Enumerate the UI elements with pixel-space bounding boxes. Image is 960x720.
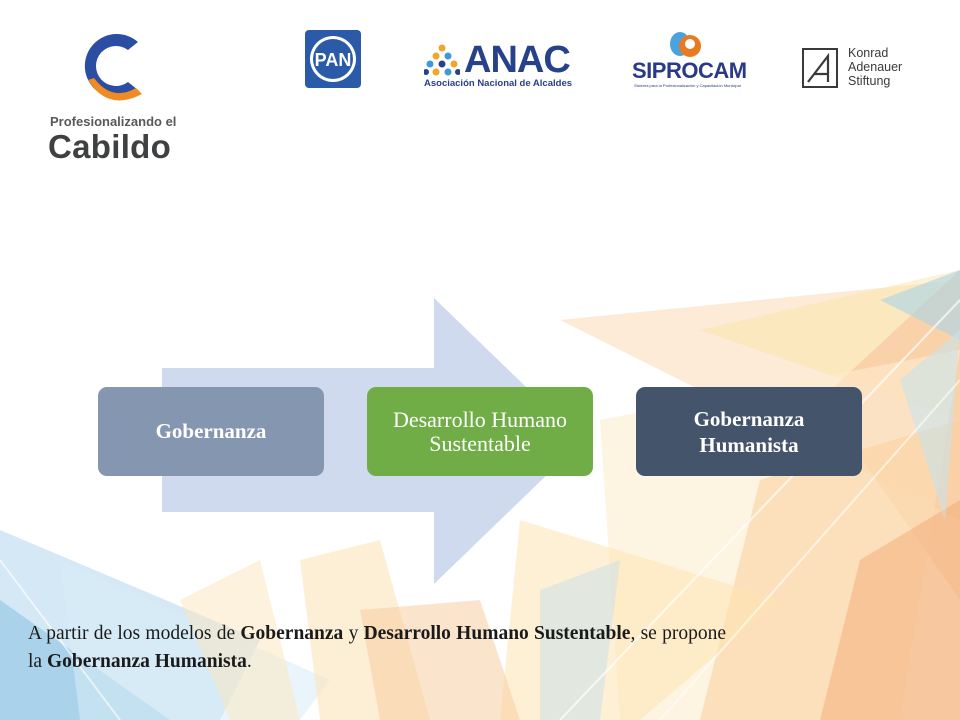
anac-logo — [424, 40, 574, 90]
kas-a-icon — [802, 48, 838, 88]
pan-text: PAN — [314, 50, 352, 70]
pan-logo — [305, 30, 361, 88]
step-gobernanza-humanista — [636, 387, 862, 476]
speech-bubble-icon — [668, 30, 708, 60]
step-label: Gobernanza — [155, 419, 267, 443]
siprocam-wordmark: SIPROCAM — [632, 58, 747, 83]
kas-logo — [802, 46, 912, 92]
siprocam-subtitle: Sistema para la Profesionalización y Capacitación Municipal — [634, 83, 741, 88]
siprocam-logo — [630, 30, 750, 90]
cabildo-wordmark: Cabildo — [48, 128, 172, 165]
triangle-dots-icon — [424, 44, 460, 78]
step-desarrollo-humano-sustentable — [367, 387, 593, 476]
anac-wordmark: ANAC — [464, 39, 570, 81]
step-label: Gobernanza Humanista — [693, 406, 805, 457]
cabildo-logo — [48, 28, 188, 168]
caption-text: A partir de los modelos de Gobernanza y Desarrollo Humano Sustentable, se propone la Gobernanza Humanista. — [28, 623, 726, 672]
step-gobernanza — [98, 387, 324, 476]
anac-subtitle: Asociación Nacional de Alcaldes — [424, 78, 573, 89]
step-label: Desarrollo Humano Sustentable — [392, 406, 568, 456]
kas-wordmark: Konrad Adenauer Stiftung — [848, 46, 903, 88]
cabildo-tagline: Profesionalizando el — [50, 114, 177, 129]
pan-emblem-icon — [305, 30, 361, 88]
c-swoosh-icon — [78, 28, 148, 108]
